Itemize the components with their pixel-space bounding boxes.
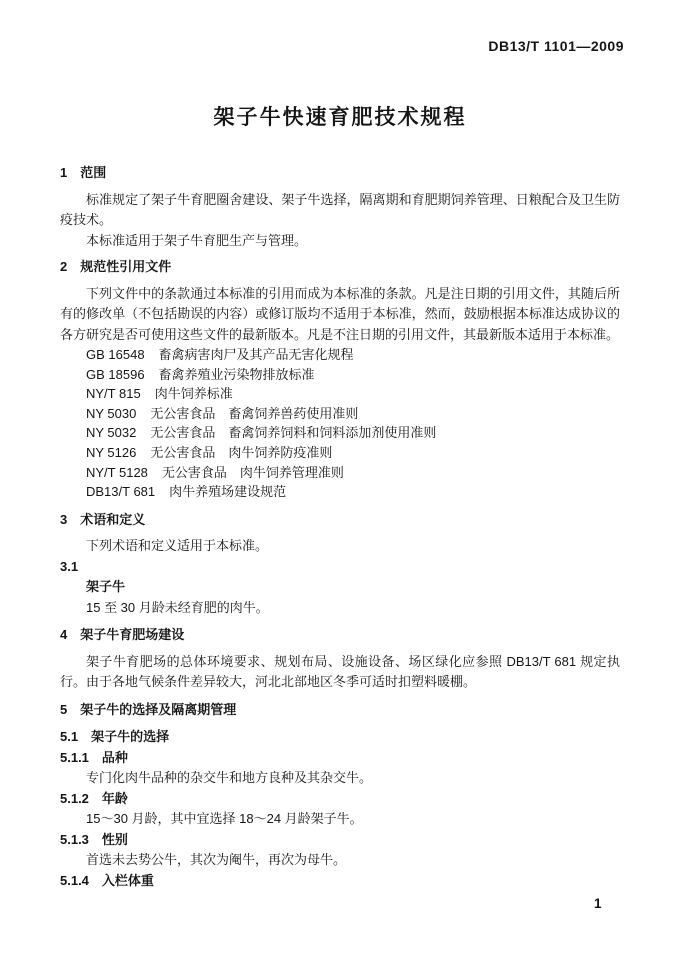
clause-5-1-2-number: 5.1.2 bbox=[60, 790, 89, 806]
clause-5-1-1-heading bbox=[60, 748, 620, 769]
reference-code: GB 16548 bbox=[86, 347, 145, 362]
document-body bbox=[60, 163, 620, 891]
section-4-number: 4 bbox=[60, 627, 68, 643]
clause-5-1-1-title: 品种 bbox=[101, 749, 128, 765]
term-definition: 15 至 30 月龄未经育肥的肉牛。 bbox=[86, 599, 269, 615]
section-1-paragraph-2: 本标准适用于架子牛育肥生产与管理。 bbox=[86, 232, 308, 248]
reference-code: NY 5126 bbox=[86, 444, 137, 460]
section-2-number: 2 bbox=[60, 259, 68, 274]
section-4-title: 架子牛育肥场建设 bbox=[80, 627, 185, 643]
reference-item bbox=[86, 423, 620, 443]
page-number: 1 bbox=[594, 896, 602, 911]
reference-code: NY/T 815 bbox=[86, 386, 141, 402]
reference-title: 无公害食品 肉牛饲养管理准则 bbox=[161, 464, 344, 480]
section-5-number: 5 bbox=[60, 701, 68, 717]
reference-code: NY 5032 bbox=[86, 425, 137, 441]
reference-item bbox=[86, 404, 620, 424]
reference-title: 无公害食品 畜禽饲养兽药使用准则 bbox=[150, 405, 359, 421]
reference-title: 无公害食品 肉牛饲养防疫准则 bbox=[150, 444, 333, 460]
term-clause-number: 3.1 bbox=[60, 558, 79, 574]
clause-5-1-3-title: 性别 bbox=[101, 831, 128, 847]
clause-5-1-4-number: 5.1.4 bbox=[60, 872, 89, 888]
section-3-heading bbox=[60, 510, 620, 531]
reference-title: 肉牛饲养标准 bbox=[154, 386, 233, 402]
clause-5-1-number: 5.1 bbox=[60, 729, 79, 745]
section-5-heading bbox=[60, 700, 620, 721]
references-list bbox=[60, 345, 620, 502]
section-2-paragraph-1: 下列文件中的条款通过本标准的引用而成为本标准的条款。凡是注日期的引用文件，其随后所有的修改单（不包括勘误的内容）或修订版均不适用于本标准，然而，鼓励根据本标准达成协议的各方研究是否可使用这些文件的最新版本。凡是不注日期的引用文件，其最新版本适用于本标准。 bbox=[60, 285, 620, 342]
section-4-paragraph-1: 架子牛育肥场的总体环境要求、规划布局、设施设备、场区绿化应参照 DB13/T 681 规定执行。由于各地气候条件差异较大，河北北部地区冬季可适时扣塑料暖棚。 bbox=[60, 653, 620, 690]
clause-5-1-2-paragraph: 15～30 月龄，其中宜选择 18～24 月龄架子牛。 bbox=[86, 811, 363, 827]
clause-5-1-2-heading bbox=[60, 789, 620, 810]
section-3-paragraph-1: 下列术语和定义适用于本标准。 bbox=[86, 538, 269, 554]
clause-5-1-3-number: 5.1.3 bbox=[60, 831, 89, 847]
reference-code: DB13/T 681 bbox=[86, 484, 156, 500]
clause-5-1-4-heading bbox=[60, 871, 620, 892]
section-3-title: 术语和定义 bbox=[80, 511, 146, 527]
clause-5-1-2-title: 年龄 bbox=[101, 790, 128, 806]
clause-5-1-1-number: 5.1.1 bbox=[60, 749, 89, 765]
clause-5-1-3-paragraph: 首选未去势公牛，其次为阉牛，再次为母牛。 bbox=[86, 852, 347, 868]
clause-5-1-title: 架子牛的选择 bbox=[91, 729, 170, 745]
section-5-title: 架子牛的选择及隔离期管理 bbox=[80, 701, 237, 717]
section-2-title: 规范性引用文件 bbox=[80, 259, 172, 274]
clause-5-1-4-title: 入栏体重 bbox=[101, 872, 154, 888]
section-1-paragraph-1: 标准规定了架子牛育肥圈舍建设、架子牛选择，隔离期和育肥期饲养管理、日粮配合及卫生防疫技术。 bbox=[60, 191, 620, 227]
clause-5-1-3-heading bbox=[60, 830, 620, 851]
reference-title: 无公害食品 畜禽饲养饲料和饲料添加剂使用准则 bbox=[150, 425, 437, 441]
section-1-title: 范围 bbox=[80, 165, 107, 180]
reference-item bbox=[86, 443, 620, 463]
reference-item bbox=[86, 365, 620, 385]
clause-5-1-1-paragraph: 专门化肉牛品种的杂交牛和地方良种及其杂交牛。 bbox=[86, 770, 373, 786]
reference-code: NY/T 5128 bbox=[86, 464, 148, 480]
document-title: 架子牛快速育肥技术规程 bbox=[213, 106, 467, 129]
standard-code: DB13/T 1101—2009 bbox=[488, 38, 624, 54]
section-1-heading bbox=[60, 163, 620, 184]
reference-code: NY 5030 bbox=[86, 405, 137, 421]
reference-title: 畜禽病害肉尸及其产品无害化规程 bbox=[158, 347, 354, 362]
reference-code: GB 18596 bbox=[86, 366, 145, 382]
reference-item bbox=[86, 384, 620, 404]
term-name: 架子牛 bbox=[86, 579, 126, 595]
reference-title: 肉牛养殖场建设规范 bbox=[169, 484, 287, 500]
section-1-number: 1 bbox=[60, 165, 68, 180]
section-4-heading bbox=[60, 625, 620, 646]
reference-item bbox=[86, 463, 620, 483]
clause-5-1-heading bbox=[60, 727, 620, 748]
section-2-heading bbox=[60, 257, 620, 278]
reference-item bbox=[86, 482, 620, 502]
reference-title: 畜禽养殖业污染物排放标准 bbox=[158, 366, 315, 382]
section-3-number: 3 bbox=[60, 511, 68, 527]
reference-item bbox=[86, 345, 620, 365]
